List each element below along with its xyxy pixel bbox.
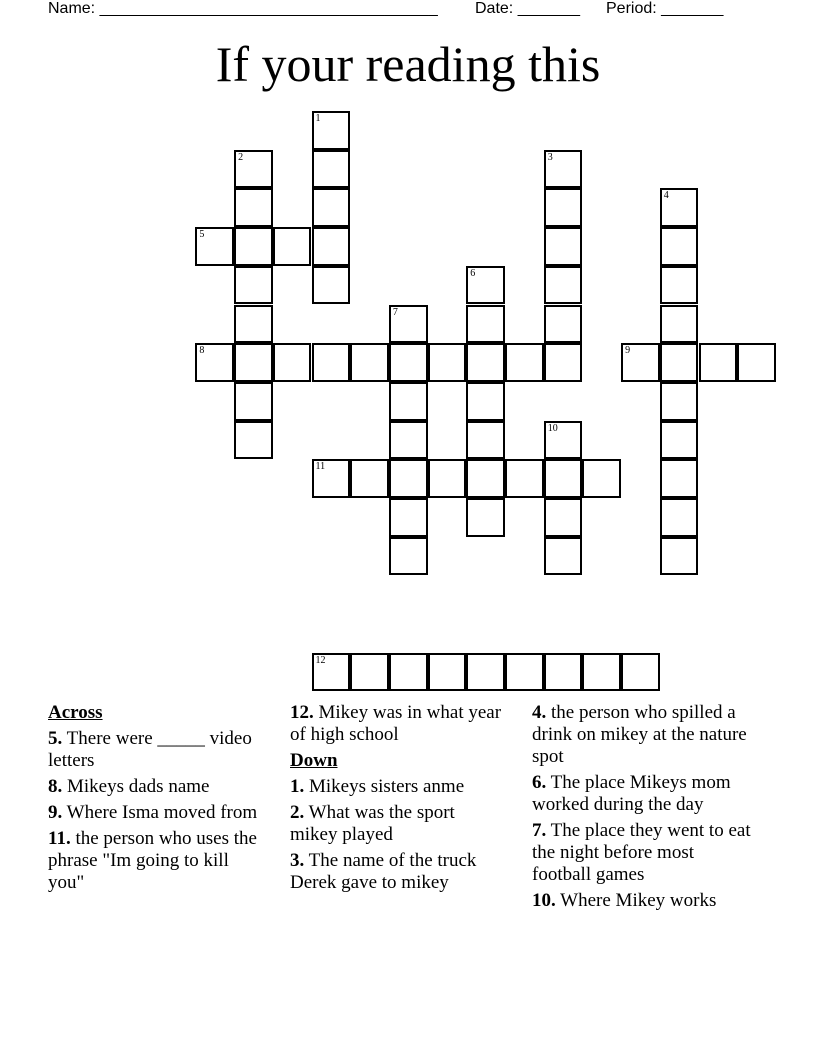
grid-cell[interactable] [737, 343, 776, 382]
clue-number-label: 6 [470, 267, 476, 279]
clue-across-5: 5. There were _____ video letters [48, 728, 252, 771]
grid-cell[interactable] [234, 421, 273, 460]
grid-cell[interactable] [466, 459, 505, 498]
clue-number-label: 8 [199, 345, 205, 357]
clue-across-11: 11. the person who uses the phrase "Im going to kill you" [48, 828, 257, 893]
date-field-label: Date: _______ [475, 0, 580, 17]
clue-number-label: 1 [315, 113, 321, 124]
clue-down-1: 1. Mikeys sisters anme [290, 776, 465, 797]
grid-cell[interactable] [466, 382, 505, 421]
grid-cell[interactable] [389, 459, 428, 498]
grid-cell[interactable] [660, 459, 699, 498]
grid-cell[interactable] [466, 421, 505, 460]
clue-number-label: 2 [238, 151, 244, 163]
grid-cell-5[interactable] [195, 227, 234, 266]
grid-cell-11[interactable] [312, 459, 351, 498]
clue-down-10: 10. Where Mikey works [532, 890, 717, 911]
grid-cell[interactable] [660, 421, 699, 460]
grid-cell[interactable] [234, 343, 273, 382]
grid-cell[interactable] [234, 305, 273, 344]
name-field-label: Name: ______________________________________ [48, 0, 438, 17]
grid-cell-8[interactable] [195, 343, 234, 382]
grid-cell[interactable] [273, 343, 312, 382]
grid-cell[interactable] [350, 459, 389, 498]
clue-number-label: 3 [547, 151, 553, 163]
clue-down-6: 6. The place Mikeys mom worked during the day [532, 772, 731, 815]
grid-cell[interactable] [428, 459, 467, 498]
grid-cell[interactable] [234, 227, 273, 266]
grid-cell[interactable] [544, 459, 583, 498]
grid-cell[interactable] [234, 266, 273, 305]
grid-cell[interactable] [660, 343, 699, 382]
grid-cell[interactable] [544, 343, 583, 382]
clue-across-8: 8. Mikeys dads name [48, 776, 210, 797]
grid-cell[interactable] [466, 305, 505, 344]
grid-cell[interactable] [389, 498, 428, 537]
grid-cell[interactable] [544, 266, 583, 305]
grid-cell[interactable] [350, 343, 389, 382]
period-field-label: Period: _______ [606, 0, 724, 17]
grid-cell[interactable] [428, 343, 467, 382]
clue-across-9: 9. Where Isma moved from [48, 802, 258, 823]
grid-cell[interactable] [350, 653, 389, 692]
grid-cell-10[interactable] [544, 421, 583, 460]
grid-cell-6[interactable] [466, 266, 505, 305]
grid-cell[interactable] [660, 382, 699, 421]
clues-column-2 [290, 702, 505, 898]
grid-cell[interactable] [389, 343, 428, 382]
grid-cell[interactable] [660, 227, 699, 266]
clue-number-label: 7 [392, 306, 398, 318]
grid-cell[interactable] [312, 266, 351, 305]
clue-number-label: 12 [315, 654, 326, 666]
grid-cell-9[interactable] [621, 343, 660, 382]
grid-cell-12[interactable] [312, 653, 351, 692]
grid-cell[interactable] [505, 653, 544, 692]
grid-cell-7[interactable] [389, 305, 428, 344]
clue-down-7: 7. The place they went to eat the night before most football games [532, 820, 751, 885]
grid-cell[interactable] [660, 266, 699, 305]
clue-number-label: 4 [663, 190, 669, 202]
grid-cell[interactable] [544, 188, 583, 227]
clue-down-3: 3. The name of the truck Derek gave to mikey [290, 850, 477, 893]
clue-down-2: 2. What was the sport mikey played [290, 802, 455, 845]
grid-cell[interactable] [544, 498, 583, 537]
grid-cell[interactable] [582, 459, 621, 498]
grid-cell[interactable] [544, 537, 583, 576]
grid-cell[interactable] [312, 343, 351, 382]
clue-number-label: 5 [199, 229, 205, 241]
grid-cell[interactable] [428, 653, 467, 692]
grid-cell[interactable] [660, 537, 699, 576]
grid-cell[interactable] [466, 653, 505, 692]
grid-cell[interactable] [273, 227, 312, 266]
grid-cell-2[interactable] [234, 150, 273, 189]
clue-down-4: 4. the person who spilled a drink on mikey at the nature spot [532, 702, 747, 767]
grid-cell[interactable] [544, 653, 583, 692]
grid-cell[interactable] [234, 382, 273, 421]
grid-cell[interactable] [312, 188, 351, 227]
grid-cell[interactable] [389, 537, 428, 576]
grid-cell[interactable] [699, 343, 738, 382]
grid-cell[interactable] [582, 653, 621, 692]
grid-cell[interactable] [312, 150, 351, 189]
grid-cell[interactable] [505, 459, 544, 498]
grid-cell[interactable] [234, 188, 273, 227]
across-heading: Across [48, 702, 103, 723]
grid-cell[interactable] [466, 343, 505, 382]
clues-column-1 [48, 702, 268, 898]
clue-number-label: 11 [315, 461, 326, 473]
grid-cell-3[interactable] [544, 150, 583, 189]
grid-cell[interactable] [312, 227, 351, 266]
grid-cell[interactable] [389, 382, 428, 421]
grid-cell[interactable] [660, 498, 699, 537]
grid-cell[interactable] [660, 305, 699, 344]
grid-cell[interactable] [466, 498, 505, 537]
grid-cell[interactable] [505, 343, 544, 382]
puzzle-title: If your reading this [215, 36, 601, 92]
grid-cell[interactable] [621, 653, 660, 692]
grid-cell[interactable] [389, 421, 428, 460]
clue-across-12: 12. Mikey was in what year of high school [290, 702, 502, 745]
clues-column-3 [532, 702, 754, 916]
grid-cell[interactable] [544, 227, 583, 266]
grid-cell[interactable] [544, 305, 583, 344]
grid-cell-1[interactable] [312, 111, 351, 150]
grid-cell-4[interactable] [660, 188, 699, 227]
grid-cell[interactable] [389, 653, 428, 692]
clue-number-label: 10 [547, 422, 558, 434]
down-heading: Down [290, 750, 338, 771]
clue-number-label: 9 [625, 345, 631, 357]
